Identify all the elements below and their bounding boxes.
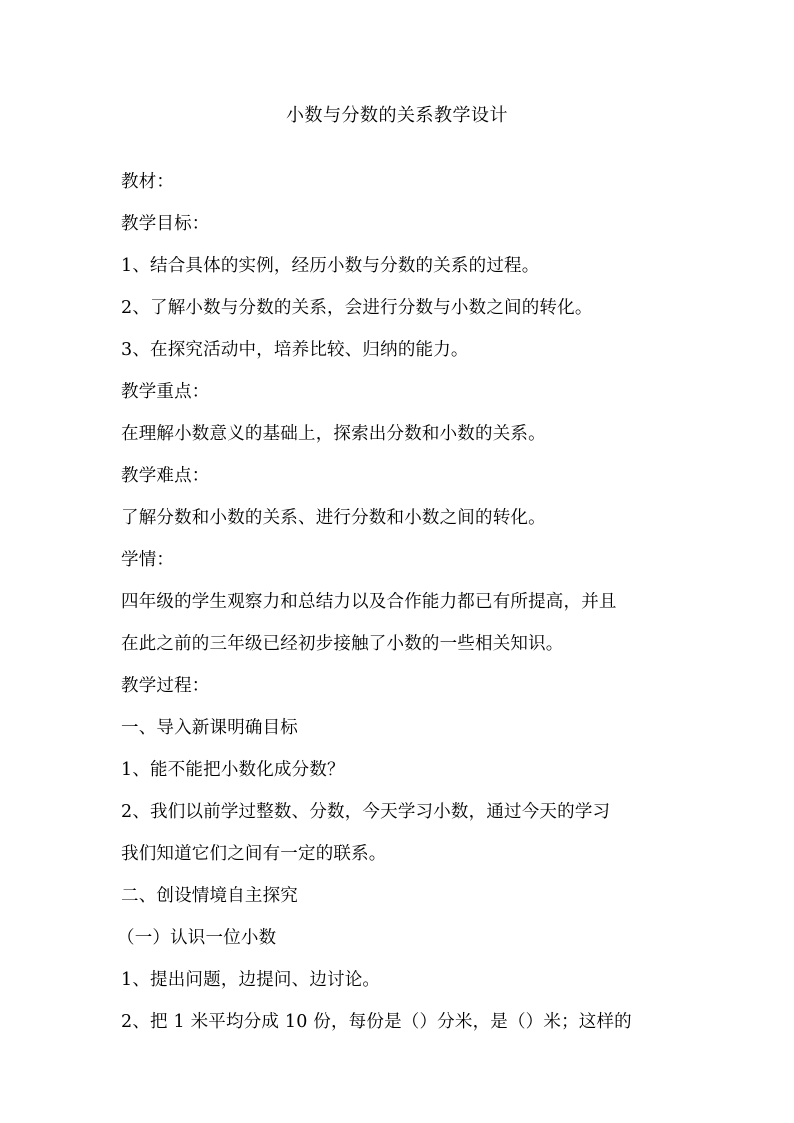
text-line: 一、导入新课明确目标 bbox=[121, 718, 298, 738]
text-line: 1、结合具体的实例，经历小数与分数的关系的过程。 bbox=[121, 256, 540, 276]
text-line: 在此之前的三年级已经初步接触了小数的一些相关知识。 bbox=[121, 634, 564, 654]
text-line: 教学重点： bbox=[121, 382, 210, 402]
text-line: 在理解小数意义的基础上，探索出分数和小数的关系。 bbox=[121, 424, 546, 444]
text-line: （一）认识一位小数 bbox=[117, 928, 277, 948]
text-line: 二、创设情境自主探究 bbox=[121, 886, 298, 906]
document-title: 小数与分数的关系教学设计 bbox=[286, 105, 508, 126]
text-line: 3、在探究活动中，培养比较、归纳的能力。 bbox=[121, 340, 469, 360]
text-line: 教学难点： bbox=[121, 466, 210, 486]
text-line: 我们知道它们之间有一定的联系。 bbox=[121, 844, 387, 864]
text-line: 2、了解小数与分数的关系，会进行分数与小数之间的转化。 bbox=[121, 298, 593, 318]
document-body bbox=[117, 165, 681, 1047]
text-line: 四年级的学生观察力和总结力以及合作能力都已有所提高，并且 bbox=[121, 592, 617, 612]
text-line: 1、提出问题，边提问、边讨论。 bbox=[121, 970, 381, 990]
text-line: 学情： bbox=[121, 550, 175, 570]
text-line: 1、能不能把小数化成分数？ bbox=[121, 760, 345, 780]
text-line: 教材： bbox=[121, 172, 175, 192]
text-line: 2、把 1 米平均分成 10 份，每份是（）分米，是（）米；这样的 bbox=[121, 1012, 632, 1032]
text-line: 2、我们以前学过整数、分数，今天学习小数，通过今天的学习 bbox=[121, 802, 611, 822]
text-line: 了解分数和小数的关系、进行分数和小数之间的转化。 bbox=[121, 508, 546, 528]
text-line: 教学目标： bbox=[121, 214, 210, 234]
text-line: 教学过程： bbox=[121, 676, 210, 696]
